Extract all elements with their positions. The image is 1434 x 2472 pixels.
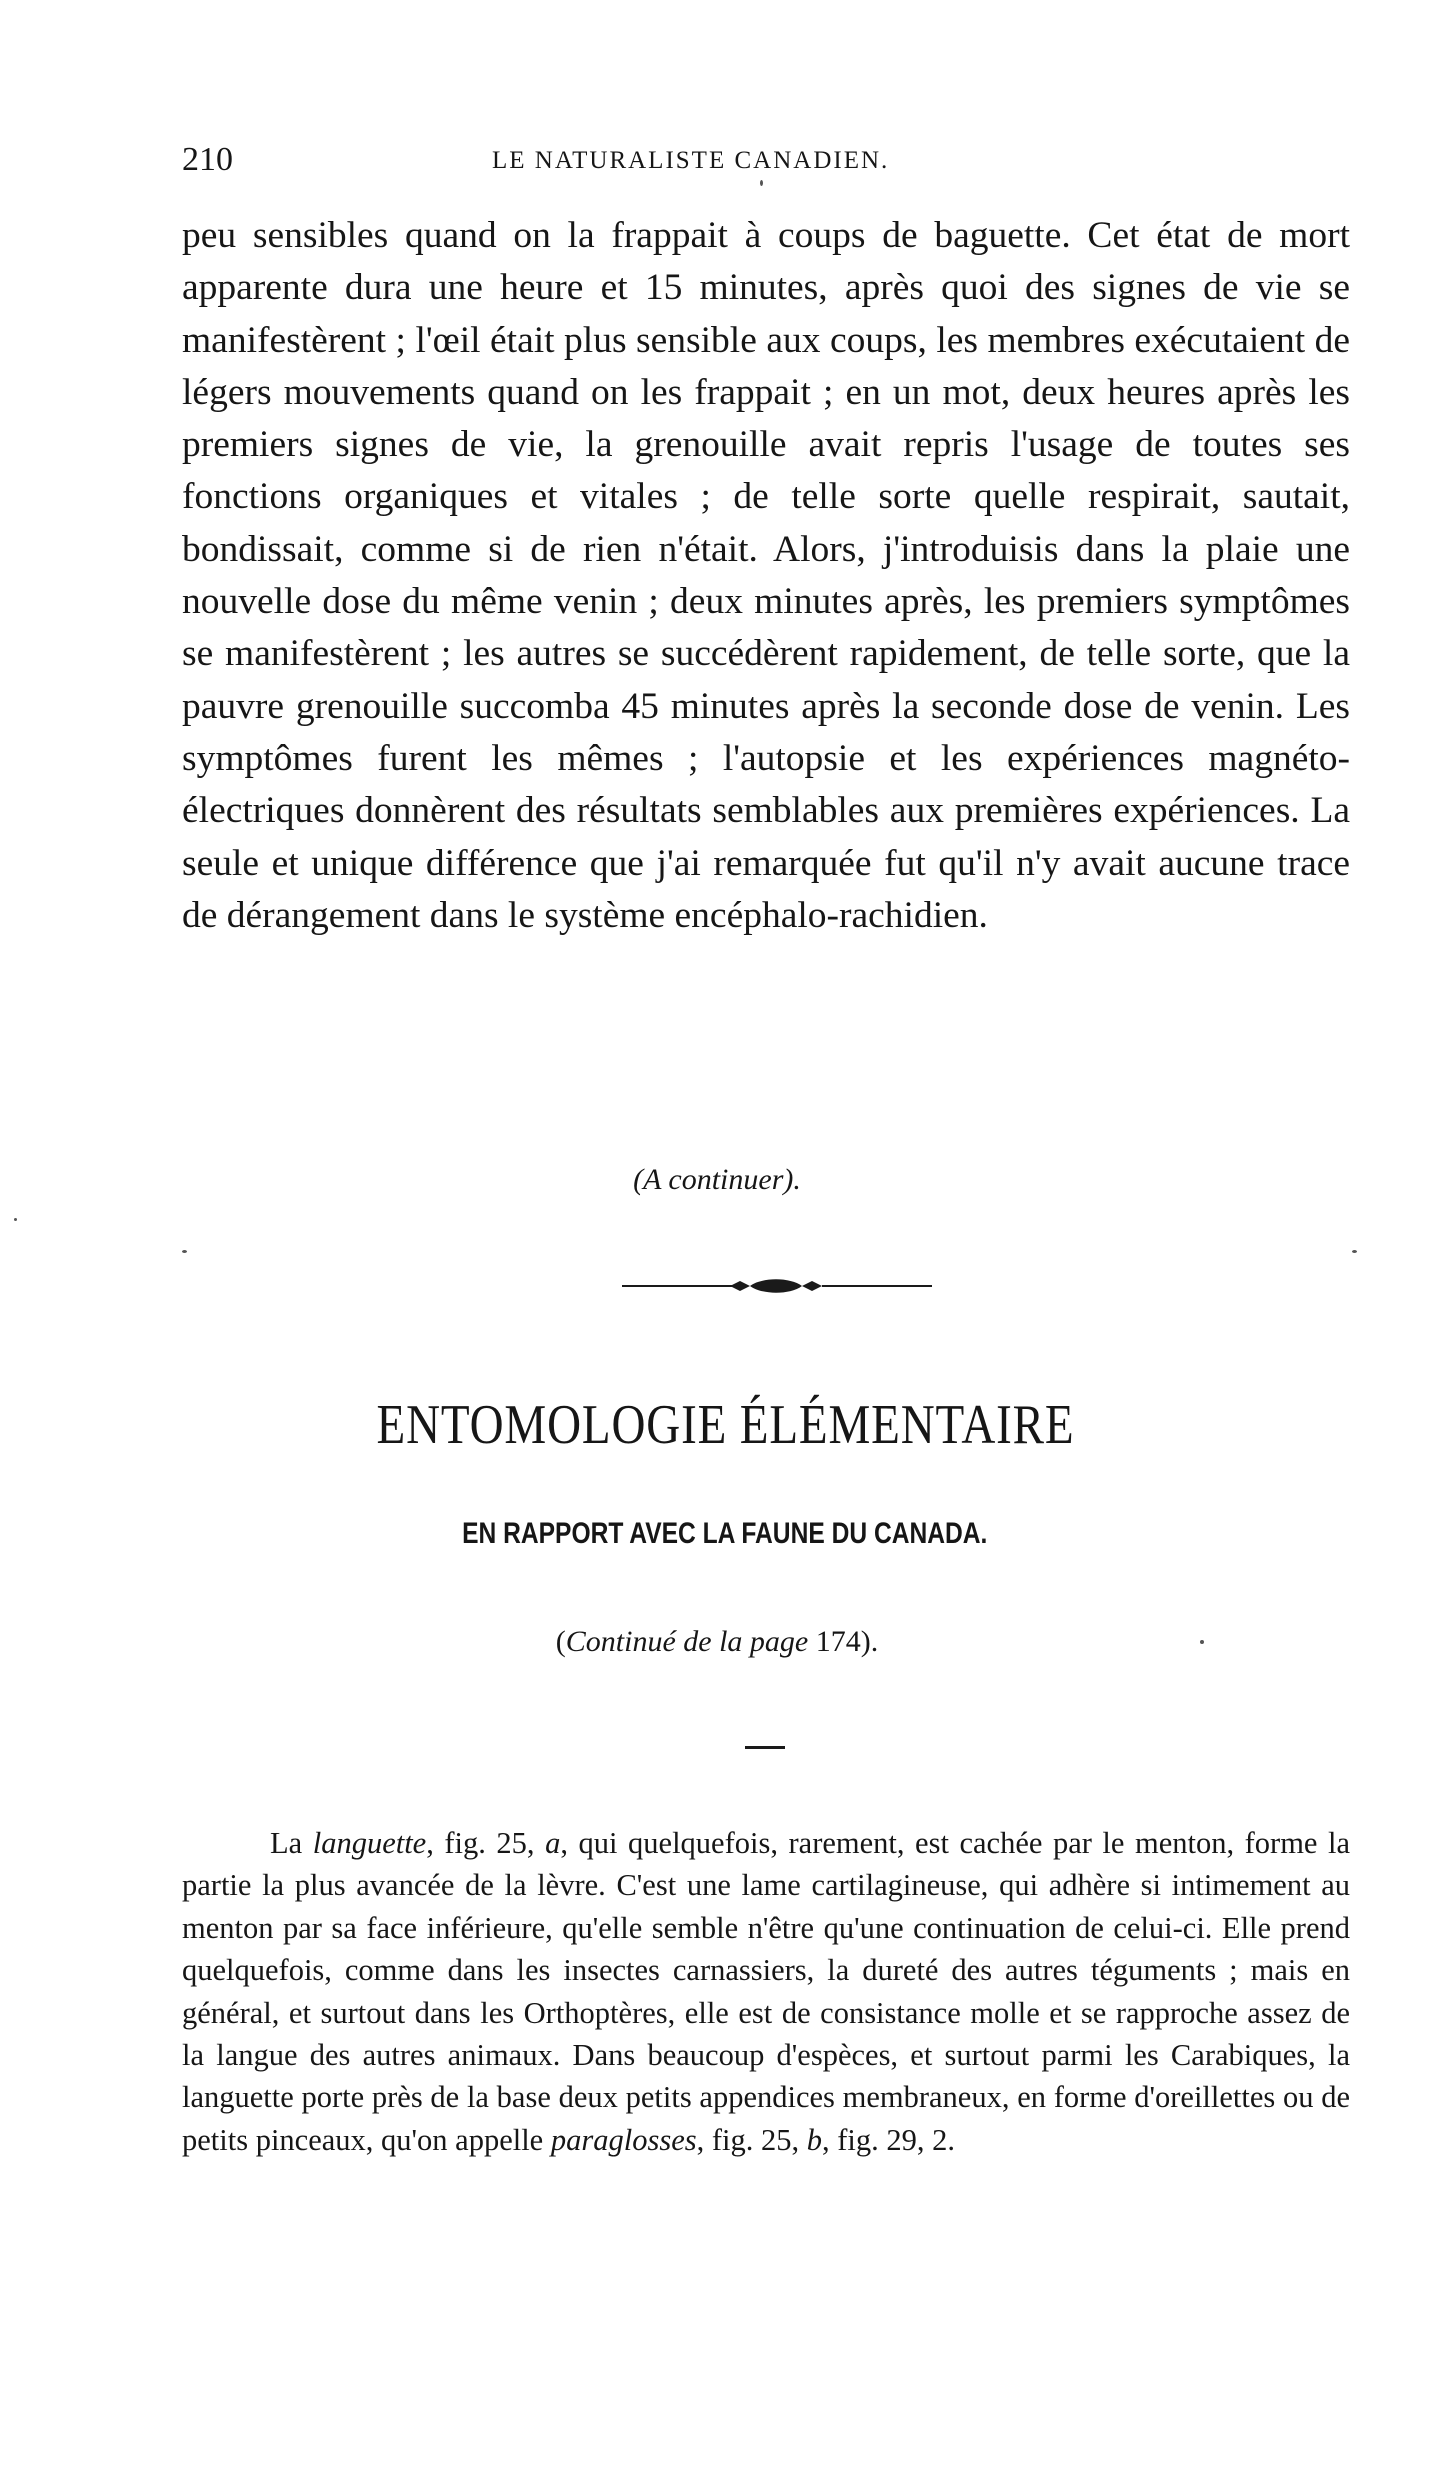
ornament-divider-icon <box>622 1274 932 1298</box>
print-speck <box>182 1250 187 1253</box>
continued-prefix: ( <box>555 1625 566 1658</box>
entomology-body <box>182 1822 1350 2161</box>
text-run: La <box>270 1826 313 1860</box>
print-speck <box>1352 1250 1357 1253</box>
article-body <box>182 210 1350 942</box>
continued-from <box>0 1622 1434 1662</box>
print-speck <box>1200 1640 1204 1644</box>
article-paragraph: peu sensibles quand on la frappait à coups de baguette. Cet état de mort apparente dura une heure et 15 minutes, après quoi des signes de vie se manifestèrent ; l'œil était plus sensible aux coups, les membres exécutaient de légers mouvements quand on les frappait ; en un mot, deux heures après les premiers signes de vie, la grenouille avait repris l'usage de toutes ses fonctions organiques et vitales ; de telle sorte quelle respirait, sautait, bondissait, comme si de rien n'était. Alors, j'introduisis dans la plaie une nouvelle dose du même venin ; deux minutes après, les premiers symptômes se manifestèrent ; les autres se succédèrent rapidement, de telle sorte, que la pauvre grenouille succomba 45 minutes après la seconde dose de venin. Les symptômes furent les mêmes ; l'autopsie et les expériences magnéto-électriques donnèrent des résultats semblables aux premières expériences. La seule et unique différence que j'ai remarquée fut qu'il n'y avait aucune trace de dérangement dans le système encéphalo-rachidien. <box>182 215 1350 936</box>
continue-note: (A continuer). <box>633 1163 801 1196</box>
page-number: 210 <box>182 141 233 178</box>
running-head <box>182 138 1350 182</box>
term-languette: languette <box>312 1826 427 1860</box>
entomology-paragraph <box>182 1822 1350 2161</box>
term-paraglosses: paraglosses <box>550 2122 697 2157</box>
text-run: , fig. 29, 2. <box>822 2122 956 2157</box>
continued-suffix: 174). <box>808 1625 879 1658</box>
print-speck <box>760 180 763 186</box>
figure-label-a: a <box>545 1826 561 1860</box>
text-run: , qui quelquefois, rarement, est cachée par le menton, forme la partie la plus avancée de la lèvre. C'est une lame cartilagineuse, qui adhère si intimement au menton par sa face inférieure, qu'elle semble n'être qu'une continuation de celui-ci. Elle prend quelquefois, comme dans les insectes carnassiers, la dureté des autres téguments ; mais en général, et surtout dans les Orthoptères, elle est de consistance molle et se rapproche assez de la langue des autres animaux. Dans beaucoup d'espèces, et surtout parmi les Carabiques, la languette porte près de la base deux petits appendices membraneux, en forme d'oreillettes ou de petits pinceaux, qu'on appelle <box>182 1826 1351 2157</box>
section-title: ENTOMOLOGIE ÉLÉMENTAIRE <box>376 1394 1075 1456</box>
short-rule <box>745 1746 785 1749</box>
figure-label-b: b <box>806 2122 822 2157</box>
journal-title: LE NATURALISTE CANADIEN. <box>492 147 890 174</box>
text-run: , fig. 25, <box>696 2122 807 2157</box>
text-run: , fig. 25, <box>426 1826 546 1860</box>
section-subtitle: EN RAPPORT AVEC LA FAUNE DU CANADA. <box>462 1517 988 1550</box>
continued-italic: Continué de la page <box>565 1625 809 1658</box>
print-speck <box>14 1218 17 1221</box>
